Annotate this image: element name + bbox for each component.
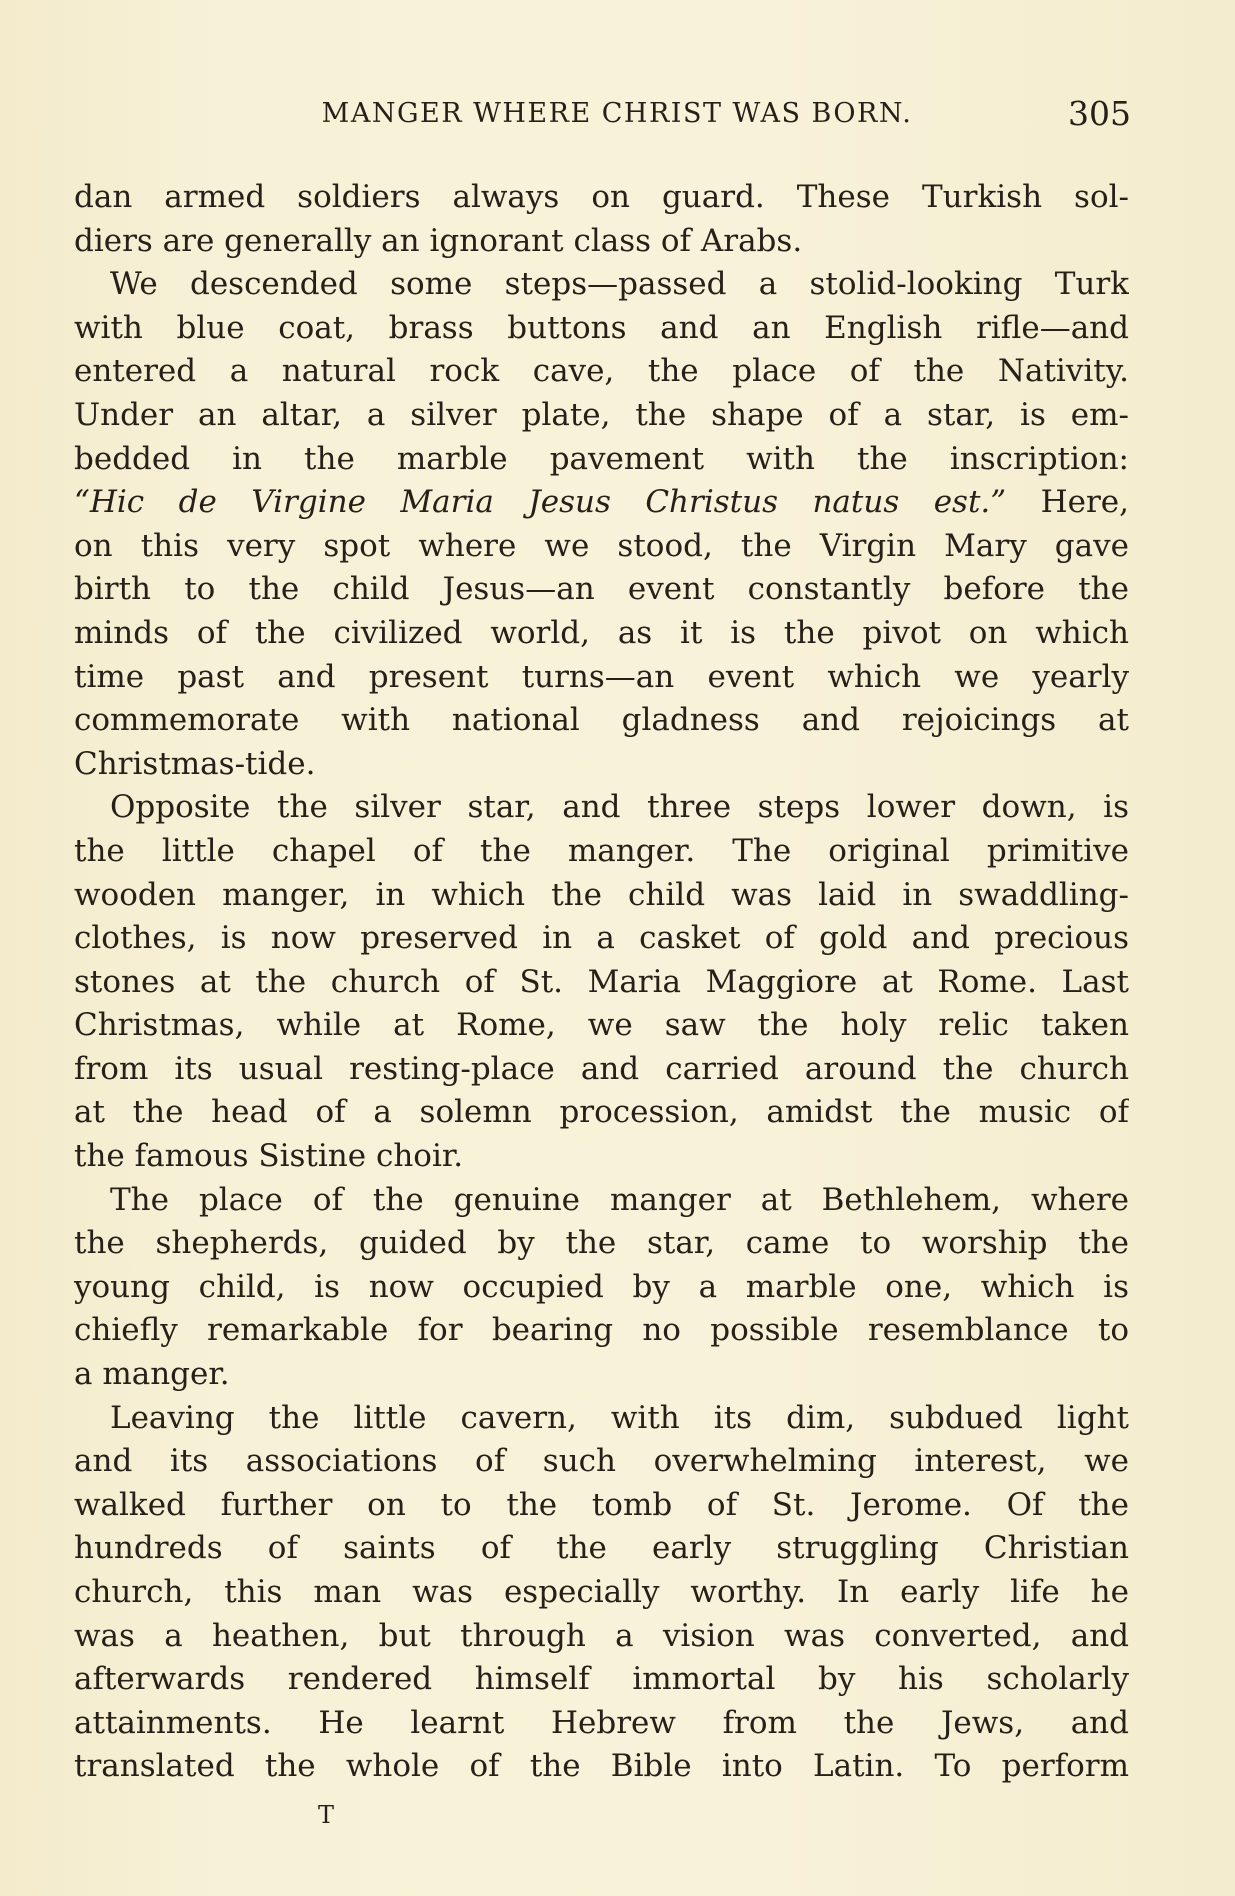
text-line: young child, is now occupied by a marble one, which is	[74, 1268, 1129, 1305]
text-line: the little chapel of the manger. The original primitive	[74, 832, 1129, 869]
text-line: and its associations of such overwhelming interest, we	[74, 1443, 1129, 1480]
text-line: dan armed soldiers always on guard. These Turkish sol-	[74, 179, 1129, 215]
text-line: translated the whole of the Bible into Latin. To perform	[74, 1748, 1129, 1785]
signature-mark: T	[318, 1801, 335, 1829]
text-line: on this very spot where we stood, the Virgin Mary gave	[74, 527, 1129, 564]
text-line: minds of the civilized world, as it is the pivot on which	[74, 614, 1129, 651]
page-header	[0, 92, 1235, 136]
text-line: Leaving the little cavern, with its dim, subdued light	[110, 1399, 1129, 1436]
text-line: Christmas-tide.	[74, 745, 316, 782]
text-line: time past and present turns—an event which we yearly	[74, 658, 1129, 695]
text-line: wooden manger, in which the child was laid in swaddling-	[74, 876, 1129, 913]
running-title: MANGER WHERE CHRIST WAS BORN.	[321, 98, 913, 129]
text-line: stones at the church of St. Maria Maggiore at Rome. Last	[74, 963, 1129, 1000]
text-line: entered a natural rock cave, the place of the Nativity.	[74, 353, 1129, 390]
text-line: commemorate with national gladness and rejoicings at	[74, 702, 1129, 739]
text-line: diers are generally an ignorant class of Arabs.	[74, 222, 803, 259]
text-line: walked further on to the tomb of St. Jerome. Of the	[74, 1486, 1129, 1523]
text-line: from its usual resting-place and carried around the church	[74, 1050, 1129, 1087]
text-line: the famous Sistine choir.	[74, 1138, 464, 1175]
text-line: Opposite the silver star, and three steps lower down, is	[110, 789, 1129, 826]
text-line: birth to the child Jesus—an event constantly before the	[74, 571, 1129, 608]
text-line: bedded in the marble pavement with the inscription:	[74, 440, 1129, 477]
text-line: with blue coat, brass buttons and an English rifle—and	[74, 309, 1129, 346]
text-line: chiefly remarkable for bearing no possible resemblance to	[74, 1312, 1129, 1349]
body-text	[74, 176, 1129, 1789]
text-line: church, this man was especially worthy. In early life he	[74, 1574, 1129, 1610]
text-line: Under an altar, a silver plate, the shape of a star, is em-	[74, 396, 1129, 433]
text-line: We descended some steps—passed a stolid-looking Turk	[110, 266, 1129, 303]
latin-inscription: “Hic de Virgine Maria Jesus Christus natus est.”	[74, 484, 1007, 521]
text-line: hundreds of saints of the early struggling Christian	[74, 1530, 1129, 1567]
text-fragment: Here,	[1006, 484, 1129, 521]
text-line: Christmas, while at Rome, we saw the holy relic taken	[74, 1007, 1129, 1044]
text-line: attainments. He learnt Hebrew from the Jews, and	[74, 1704, 1129, 1741]
text-line: at the head of a solemn procession, amidst the music of	[74, 1094, 1129, 1131]
text-line: was a heathen, but through a vision was converted, and	[74, 1617, 1129, 1654]
text-line: the shepherds, guided by the star, came to worship the	[74, 1225, 1129, 1262]
text-line: afterwards rendered himself immortal by his scholarly	[74, 1661, 1129, 1698]
page-number: 305	[1068, 94, 1131, 133]
text-line: The place of the genuine manger at Bethlehem, where	[110, 1181, 1129, 1218]
text-line: a manger.	[74, 1356, 230, 1393]
text-line-inscription	[74, 481, 1129, 525]
text-line: clothes, is now preserved in a casket of gold and precious	[74, 920, 1129, 957]
